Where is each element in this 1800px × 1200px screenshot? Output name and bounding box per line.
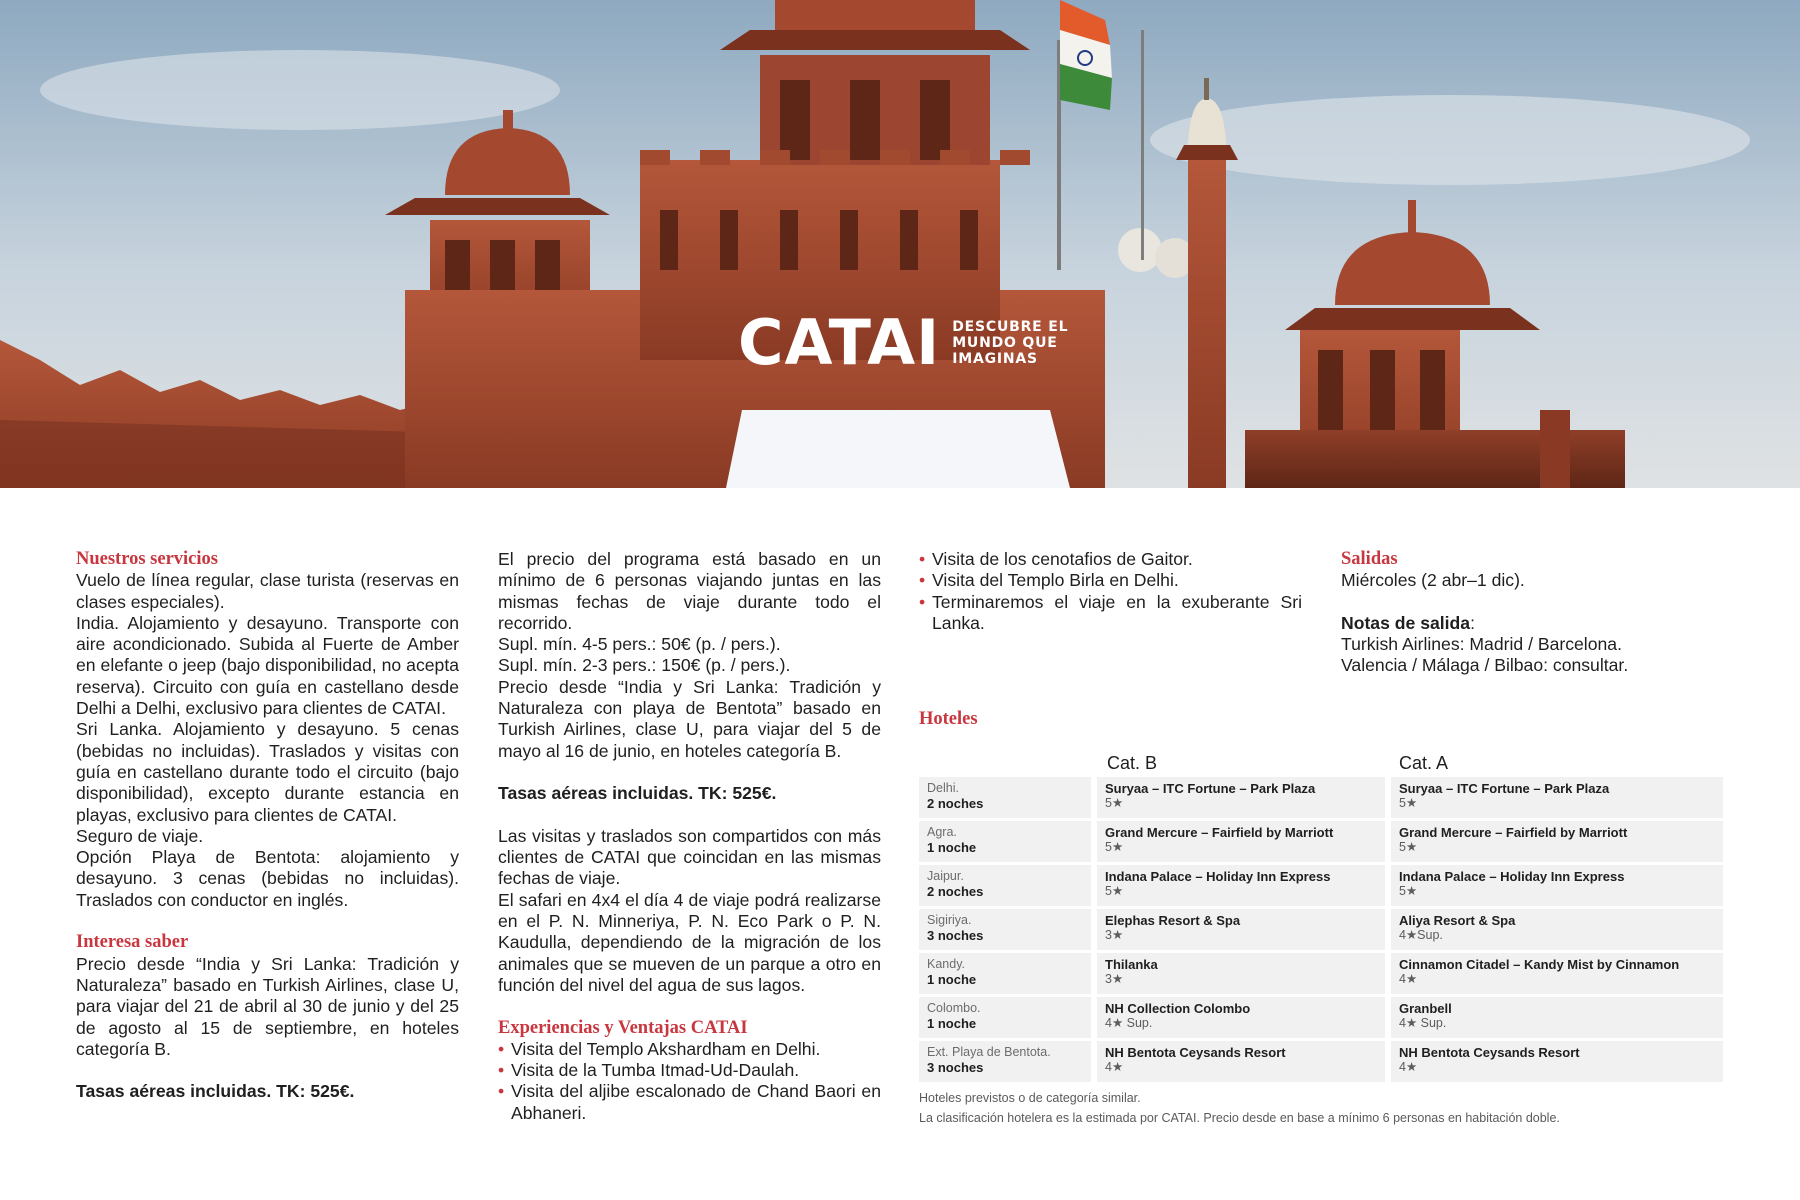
list-item: • Visita del Templo Birla en Delhi. [919, 570, 1302, 591]
cat-a-cell [1391, 821, 1723, 862]
nights-count: 3 noches [927, 928, 984, 943]
city-name: Kandy. [927, 957, 965, 971]
cat-a-cell [1391, 1041, 1723, 1082]
cat-a-cell [1391, 953, 1723, 994]
taxes-note: Tasas aéreas incluidas. TK: 525€. [76, 1081, 355, 1102]
red-fort-illustration [0, 0, 1800, 488]
table-row [919, 953, 1723, 994]
hotels-table [919, 749, 1723, 1085]
hotel-rating: 4★ Sup. [1105, 1016, 1153, 1030]
cat-a-cell [1391, 997, 1723, 1038]
city-cell [919, 777, 1097, 818]
hotel-name: Thilanka [1105, 957, 1158, 972]
hotel-rating: 5★ [1105, 840, 1124, 854]
cat-b-header: Cat. B [1107, 753, 1158, 773]
catai-logo [738, 306, 1069, 379]
info-heading: Interesa saber [76, 932, 189, 953]
table-row [919, 1041, 1723, 1082]
experiences-list-continued [919, 549, 1302, 634]
column-services [76, 549, 459, 1103]
column-experiences-cont [919, 549, 1302, 634]
hotel-rating: 4★Sup. [1399, 928, 1443, 942]
table-row [919, 777, 1723, 818]
pricing-paragraph: Precio desde “India y Sri Lanka: Tradición y Naturaleza con playa de Bentota” basado en Turkish Airlines, clase U, para viajar del 5 de mayo al 16 de junio, en hoteles categoría B. [498, 676, 881, 761]
taxes-note: Tasas aéreas incluidas. TK: 525€. [498, 783, 777, 804]
nights-count: 1 noche [927, 972, 977, 987]
column-pricing [498, 549, 881, 1124]
hotel-rating: 4★ [1399, 972, 1418, 986]
hotel-rating: 5★ [1399, 796, 1418, 810]
safari-paragraph: El safari en 4x4 el día 4 de viaje podrá realizarse en el P. N. Minneriya, P. N. Eco Park o P. N. Kaudulla, dependiendo de la migración de los animales que se mueven de un parque a otro en función del nivel del agua de sus lagos. [498, 889, 881, 995]
hotel-rating: 4★ [1105, 1060, 1124, 1074]
list-item: • Visita del aljibe escalonado de Chand Baori en Abhaneri. [498, 1081, 881, 1124]
table-row [919, 909, 1723, 950]
services-paragraph: Vuelo de línea regular, clase turista (reservas en clases especiales). [76, 570, 459, 612]
services-paragraph: India. Alojamiento y desayuno. Transporte con aire acondicionado. Subida al Fuerte de Amber en elefante o jeep (bajo disponibilidad, no acepta reserva). Circuito con guía en castellano desde Delhi a Delhi, exclusivo para clientes de CATAI. [76, 612, 459, 719]
city-name: Delhi. [927, 781, 959, 795]
departure-notes-heading: Notas de salida: [1341, 612, 1475, 633]
visits-paragraph: Las visitas y traslados son compartidos con más clientes de CATAI que coincidan en las mismas fechas de viaje. [498, 825, 881, 889]
cat-b-cell [1097, 865, 1391, 906]
nights-count: 1 noche [927, 840, 977, 855]
logo-wordmark: CATAI [738, 306, 941, 379]
hotel-rating: 4★ Sup. [1399, 1016, 1447, 1030]
hotel-name: Grand Mercure – Fairfield by Marriott [1105, 825, 1334, 840]
experiences-heading: Experiencias y Ventajas CATAI [498, 1017, 748, 1038]
experiences-list [498, 1039, 881, 1124]
hotel-rating: 5★ [1399, 840, 1418, 854]
table-row [919, 821, 1723, 862]
cat-b-cell [1097, 953, 1391, 994]
hotel-rating: 4★ [1399, 1060, 1418, 1074]
hotel-rating: 5★ [1105, 796, 1124, 810]
city-column-header [919, 752, 1097, 774]
cat-a-header: Cat. A [1399, 753, 1449, 773]
city-cell [919, 909, 1097, 950]
list-item: • Visita de la Tumba Itmad-Ud-Daulah. [498, 1060, 881, 1081]
city-cell [919, 953, 1097, 994]
hotel-rating: 5★ [1105, 884, 1124, 898]
hotel-name: Indana Palace – Holiday Inn Express [1105, 869, 1331, 884]
nights-count: 1 noche [927, 1016, 977, 1031]
departure-note: Valencia / Málaga / Bilbao: consultar. [1341, 655, 1629, 676]
city-cell [919, 997, 1097, 1038]
services-heading: Nuestros servicios [76, 549, 218, 569]
list-item: • Visita de los cenotafios de Gaitor. [919, 549, 1302, 570]
hotels-heading: Hoteles [919, 709, 978, 729]
nights-count: 3 noches [927, 1060, 984, 1075]
info-paragraph: Precio desde “India y Sri Lanka: Tradición y Naturaleza” basado en Turkish Airlines, clase U, para viajar del 21 de abril al 30 de junio y del 25 de agosto al 15 de septiembre, en hoteles categoría B. [76, 953, 459, 1059]
hotels-footnote: Hoteles previstos o de categoría similar. [919, 1091, 1141, 1105]
list-item: • Terminaremos el viaje en la exuberante Sri Lanka. [919, 592, 1302, 635]
hotel-rating: 3★ [1105, 972, 1124, 986]
table-row [919, 865, 1723, 906]
services-paragraph: Seguro de viaje. [76, 825, 204, 846]
hotel-name: Suryaa – ITC Fortune – Park Plaza [1399, 781, 1610, 796]
hotel-name: NH Bentota Ceysands Resort [1399, 1045, 1580, 1060]
nights-count: 2 noches [927, 884, 984, 899]
city-name: Jaipur. [927, 869, 964, 883]
pricing-paragraph: El precio del programa está basado en un mínimo de 6 personas viajando juntas en las mismas fechas de viaje durante todo el recorrido. [498, 549, 881, 633]
cat-a-cell [1391, 909, 1723, 950]
city-cell [919, 821, 1097, 862]
cat-b-cell [1097, 997, 1391, 1038]
hotel-rating: 5★ [1399, 884, 1418, 898]
hotel-name: Grand Mercure – Fairfield by Marriott [1399, 825, 1628, 840]
cat-b-cell [1097, 909, 1391, 950]
hotel-name: NH Bentota Ceysands Resort [1105, 1045, 1286, 1060]
services-paragraph: Opción Playa de Bentota: alojamiento y desayuno. 3 cenas (bebidas no incluidas). Traslados con conductor en inglés. [76, 847, 459, 910]
table-header-row [919, 752, 1723, 774]
supplement-line: Supl. mín. 4-5 pers.: 50€ (p. / pers.). [498, 634, 781, 655]
hotel-name: NH Collection Colombo [1105, 1001, 1251, 1016]
table-row [919, 997, 1723, 1038]
city-name: Ext. Playa de Bentota. [927, 1045, 1051, 1059]
hotel-name: Elephas Resort & Spa [1105, 913, 1241, 928]
logo-tagline: DESCUBRE EL MUNDO QUE IMAGINAS [952, 319, 1069, 367]
hotel-name: Cinnamon Citadel – Kandy Mist by Cinnamon [1399, 957, 1680, 972]
column-departures [1341, 549, 1731, 677]
hotel-name: Aliya Resort & Spa [1399, 913, 1516, 928]
list-item: • Visita del Templo Akshardham en Delhi. [498, 1039, 881, 1060]
departure-note: Turkish Airlines: Madrid / Barcelona. [1341, 634, 1622, 655]
cat-b-cell [1097, 821, 1391, 862]
city-cell [919, 1041, 1097, 1082]
supplement-line: Supl. mín. 2-3 pers.: 150€ (p. / pers.). [498, 655, 791, 676]
hotel-name: Indana Palace – Holiday Inn Express [1399, 869, 1625, 884]
hotels-footnote: La clasificación hotelera es la estimada por CATAI. Precio desde en base a mínimo 6 personas en habitación doble. [919, 1111, 1560, 1125]
hotel-name: Suryaa – ITC Fortune – Park Plaza [1105, 781, 1316, 796]
departures-value: Miércoles (2 abr–1 dic). [1341, 570, 1525, 591]
cat-b-cell [1097, 1041, 1391, 1082]
services-paragraph: Sri Lanka. Alojamiento y desayuno. 5 cenas (bebidas no incluidas). Traslados y visitas con guía en castellano durante todo el circuito (bajo disponibilidad), excepto durante estancia en playas, exclusivo para clientes de CATAI. [76, 719, 459, 825]
cat-a-cell [1391, 865, 1723, 906]
nights-count: 2 noches [927, 796, 984, 811]
cat-a-cell [1391, 777, 1723, 818]
cat-b-cell [1097, 777, 1391, 818]
city-name: Sigiriya. [927, 913, 972, 927]
city-cell [919, 865, 1097, 906]
hotel-name: Granbell [1399, 1001, 1452, 1016]
city-name: Agra. [927, 825, 957, 839]
hero-image [0, 0, 1800, 488]
hotel-rating: 3★ [1105, 928, 1124, 942]
city-name: Colombo. [927, 1001, 981, 1015]
departures-heading: Salidas [1341, 549, 1398, 569]
